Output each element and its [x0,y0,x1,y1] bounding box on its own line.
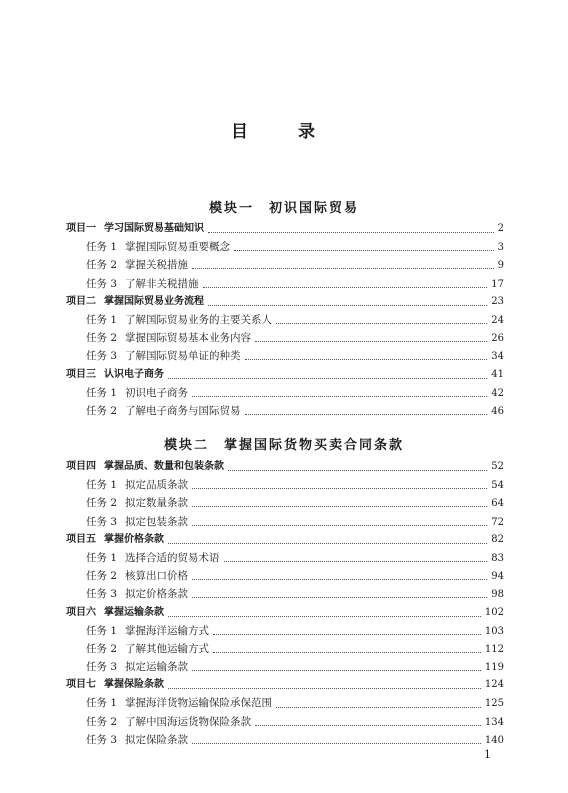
toc-entry-label: 任务 3 [86,661,118,674]
toc-entry-title: 掌握价格条款 [104,533,164,545]
toc-entry-title: 拟定品质条款 [125,479,189,492]
toc-entry-title: 掌握国际贸易重要概念 [125,241,231,254]
toc-task-row[interactable] [66,329,504,347]
toc-entry-label: 项目五 [66,533,96,545]
toc-task-row[interactable] [66,402,504,420]
toc-task-row[interactable] [66,275,504,293]
dot-leader [192,578,487,580]
toc-task-row[interactable] [66,347,504,365]
toc-entry-label: 项目六 [66,606,96,618]
toc-entry-label: 任务 1 [86,697,118,710]
toc-entry-title: 学习国际贸易基础知识 [104,223,204,234]
toc-task-row[interactable] [66,513,504,531]
dot-leader [213,633,481,635]
toc-entry-page: 41 [491,368,504,380]
toc-entry-label: 任务 1 [86,313,118,326]
dot-leader [224,560,488,562]
toc-entry-label: 任务 3 [86,515,118,528]
toc-entry-label: 项目四 [66,461,96,472]
toc-project-row[interactable] [66,293,504,311]
toc-entry-page: 23 [491,295,504,307]
toc-entry-label: 任务 3 [86,350,118,363]
dot-leader [208,304,487,306]
toc-entry-label: 任务 3 [86,277,118,290]
toc-entry-page: 9 [497,260,504,272]
toc-entry-label: 任务 2 [86,332,118,345]
dot-leader [168,687,481,689]
toc-entry-title: 了解中国海运货物保险条款 [125,715,252,728]
dot-leader [192,524,487,526]
toc-task-row[interactable] [66,256,504,274]
toc-entry-title: 拟定数量条款 [125,497,189,510]
toc-entry-label: 项目一 [66,223,96,234]
toc-task-row[interactable] [66,622,504,640]
dot-leader [192,669,481,671]
toc-entry-page: 46 [491,405,504,417]
dot-leader [255,340,487,342]
toc-entry-label: 任务 3 [86,588,118,601]
toc-entry-title: 掌握海洋运输方式 [125,624,210,637]
toc-entry-title: 了解国际贸易业务的主要关系人 [125,313,273,326]
page-number: 1 [484,748,491,761]
toc-entry-title: 了解其他运输方式 [125,642,210,655]
dot-leader [276,322,487,324]
dot-leader [208,231,494,233]
toc-entry-page: 26 [491,333,504,345]
dot-leader [192,267,494,269]
toc-entry-label: 任务 3 [86,733,118,746]
toc-task-row[interactable] [66,384,504,402]
toc-entry-title: 了解电子商务与国际贸易 [125,404,241,417]
toc-entry-page: 52 [491,461,504,472]
toc-entry-page: 54 [491,480,504,492]
toc-entry-title: 拟定保险条款 [125,733,189,746]
toc-entry-title: 掌握运输条款 [104,606,164,618]
toc-entry-title: 拟定运输条款 [125,661,189,674]
toc-project-row[interactable] [66,458,504,476]
dot-leader [213,651,481,653]
toc-entry-title: 了解非关税措施 [125,277,199,290]
module-heading-1: 模块一 初识国际贸易 [208,201,359,216]
toc-entry-label: 任务 1 [86,551,118,564]
toc-entry-page: 42 [491,387,504,399]
toc-entry-label: 任务 2 [86,259,118,272]
toc-entry-title: 核算出口价格 [125,570,189,583]
toc-entry-page: 2 [497,223,504,234]
dot-leader [234,249,494,251]
toc-entry-page: 94 [491,571,504,583]
toc-entry-title: 了解国际贸易单证的种类 [125,350,241,363]
toc-project-row[interactable] [66,531,504,549]
toc-entry-label: 项目三 [66,368,96,380]
dot-leader [245,413,488,415]
dot-leader [192,487,487,489]
toc-entry-title: 拟定包装条款 [125,515,189,528]
dot-leader [192,742,481,744]
module-heading-2: 模块二 掌握国际货物买卖合同条款 [163,438,404,453]
toc-entry-page: 112 [484,643,504,655]
toc-task-row[interactable] [66,658,504,676]
dot-leader [245,358,488,360]
toc-entry-page: 134 [484,716,504,728]
toc-entry-label: 任务 2 [86,642,118,655]
toc-list-module-1 [66,220,504,420]
toc-entry-label: 任务 1 [86,386,118,399]
dot-leader [203,286,488,288]
toc-task-row[interactable] [66,694,504,712]
toc-task-row[interactable] [66,494,504,512]
toc-entry-label: 任务 2 [86,404,118,417]
toc-entry-title: 掌握海洋货物运输保险承保范围 [125,697,273,710]
toc-task-row[interactable] [66,640,504,658]
toc-entry-label: 任务 1 [86,624,118,637]
toc-project-row[interactable] [66,220,504,238]
toc-task-row[interactable] [66,476,504,494]
toc-project-row[interactable] [66,604,504,622]
toc-entry-label: 项目七 [66,679,96,691]
toc-entry-page: 83 [491,552,504,564]
toc-task-row[interactable] [66,567,504,585]
dot-leader [192,596,487,598]
toc-task-row[interactable] [66,713,504,731]
toc-entry-page: 24 [491,314,504,326]
toc-entry-title: 初识电子商务 [125,386,189,399]
toc-entry-page: 3 [497,242,504,254]
page-title: 目 录 [231,122,337,142]
toc-list-module-2 [66,458,504,749]
toc-entry-label: 任务 1 [86,241,118,254]
toc-entry-page: 64 [491,498,504,510]
dot-leader [168,542,487,544]
dot-leader [276,706,481,708]
toc-entry-page: 119 [484,662,504,674]
toc-entry-page: 82 [491,533,504,545]
toc-entry-page: 72 [491,516,504,528]
toc-entry-title: 认识电子商务 [104,368,164,380]
dot-leader [228,469,487,471]
toc-entry-page: 98 [491,589,504,601]
toc-entry-page: 125 [484,698,504,710]
toc-task-row[interactable] [66,731,504,749]
toc-entry-title: 掌握品质、数量和包装条款 [104,461,224,472]
toc-entry-title: 掌握关税措施 [125,259,189,272]
toc-project-row[interactable] [66,366,504,384]
toc-entry-page: 102 [484,606,504,618]
toc-entry-page: 34 [491,351,504,363]
dot-leader [192,505,487,507]
toc-entry-title: 掌握保险条款 [104,679,164,691]
toc-entry-title: 选择合适的贸易术语 [125,551,220,564]
toc-task-row[interactable] [66,585,504,603]
toc-entry-page: 140 [484,734,504,746]
dot-leader [255,724,481,726]
dot-leader [192,395,487,397]
toc-entry-label: 任务 2 [86,715,118,728]
toc-entry-title: 拟定价格条款 [125,588,189,601]
toc-task-row[interactable] [66,549,504,567]
dot-leader [168,377,487,379]
toc-entry-label: 任务 2 [86,497,118,510]
toc-entry-title: 掌握国际贸易业务流程 [104,295,204,307]
toc-entry-page: 103 [484,625,504,637]
toc-entry-label: 任务 1 [86,479,118,492]
toc-entry-page: 124 [484,679,504,691]
toc-entry-label: 项目二 [66,295,96,307]
toc-project-row[interactable] [66,676,504,694]
toc-task-row[interactable] [66,238,504,256]
dot-leader [168,615,481,617]
toc-task-row[interactable] [66,311,504,329]
toc-entry-label: 任务 2 [86,570,118,583]
toc-entry-page: 17 [491,278,504,290]
toc-entry-title: 掌握国际贸易基本业务内容 [125,332,252,345]
